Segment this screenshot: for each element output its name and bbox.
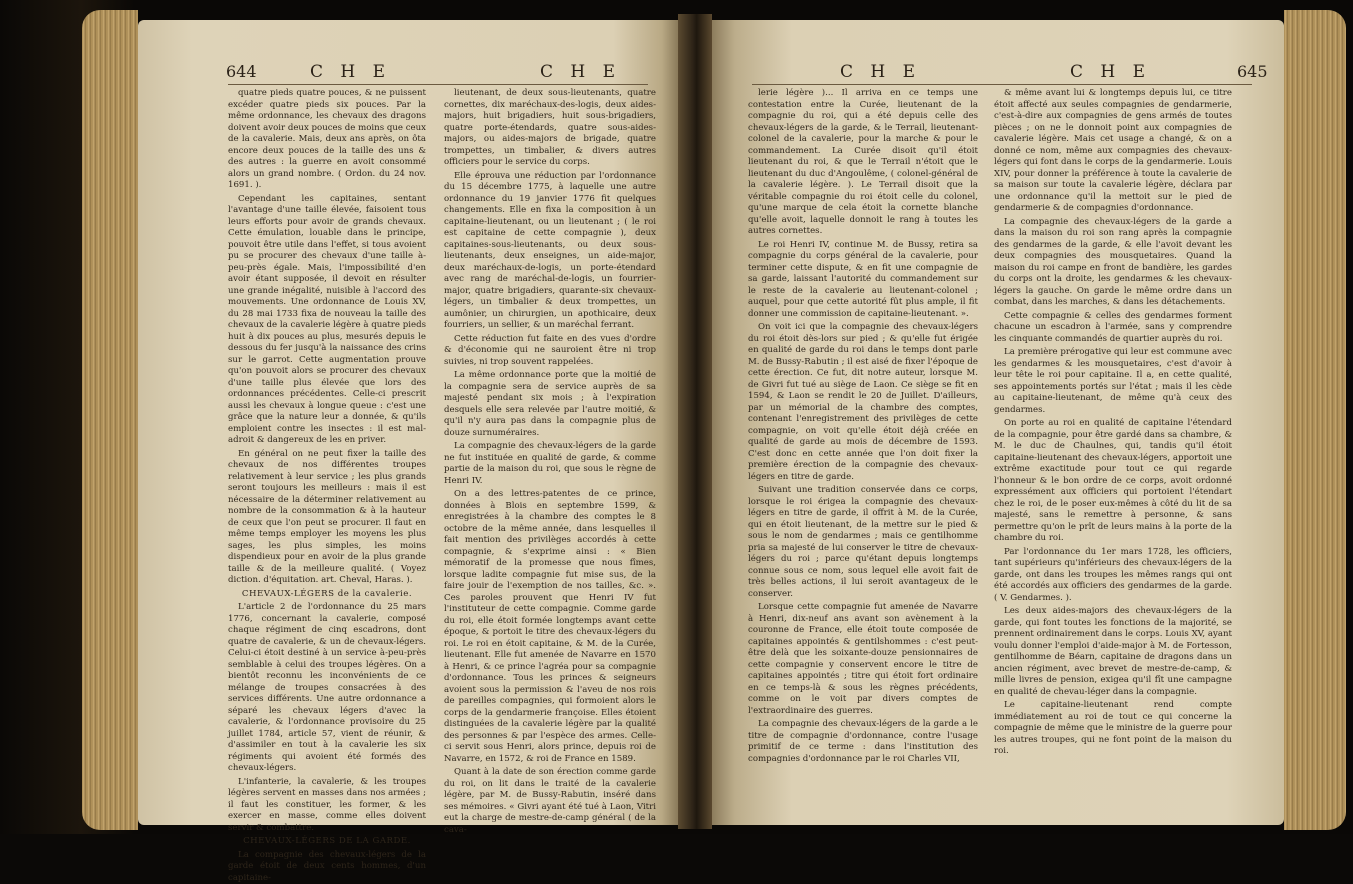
paragraph: On a des lettres-patentes de ce prince, données à Blois en septembre 1599, & enregistrées à la chambre des comptes le 8 octobre de la même année, dans lesquelles il fait mention des privilèges accordés à cette compagnie, & s'exprime ainsi : « Bien mémoratif de la promesse que nous fîmes, lorsque ladite compagnie fut mise sus, de la faire jouir de l'exemption de nos tailles, &c. ». Ces paroles prouvent que Henri IV fut l'instituteur de cette compagnie. Comme garde du roi, elle étoit formée longtemps avant cette époque, & portoit le titre des chevaux-légers du roi. Le roi en étoit capitaine, & M. de la Curée, lieutenant. Elle fut amenée de Navarre en 1570 à Henri, & ce prince l'agréa pour sa compagnie d'ordonnance. Tous les princes & seigneurs avoient sous la permission & l'aveu de nos rois de pareilles compagnies, qui formoient alors le corps de la gendarmerie françoise. Elles étoient distinguées de la cavalerie légère par la qualité des personnes & par l'espèce des armes. Celle-ci servit sous Henri, alors prince, depuis roi de Navarre, en 1572, & roi de France en 1589. [444,489,656,765]
book-gutter [678,14,712,829]
paragraph: Cette compagnie & celles des gendarmes forment chacune un escadron à l'armée, sans y comprendre les cinquante commandés de quartier auprès du roi. [994,311,1232,346]
text-column-right-2 [994,88,1232,813]
paragraph: CHEVAUX-LÉGERS DE LA GARDE. [228,836,426,848]
paragraph: La compagnie des chevaux-légers de la garde a dans la maison du roi son rang après la compagnie des gendarmes de la garde, & elle l'avoit devant les deux compagnies des mousquetaires. Quand la maison du roi campe en front de bandière, les gardes du corps ont la droite, les gendarmes & les chevaux-légers la gauche. On garde le même ordre dans un combat, dans les marches, & dans les détachements. [994,217,1232,309]
text-column-left-1 [228,88,426,813]
left-page-edges [82,10,138,830]
header-rule-left [228,84,648,85]
paragraph: On voit ici que la compagnie des chevaux-légers du roi étoit dès-lors sur pied ; & qu'elle fut érigée en qualité de garde du roi dans le temps dont parle M. de Bussy-Rabutin ; il est aisé de fixer l'époque de cette érection. Ce fut, dit notre auteur, lorsque M. de Givri fut tué au siège de Laon. Ce siège se fit en 1594, & Laon se rendit le 20 de Juillet. D'ailleurs, par un mémorial de la chambre des comptes, contenant l'enregistrement des privilèges de cette compagnie, on voit qu'elle étoit déjà créée en qualité de garde au mois de décembre de 1593. C'est donc en cette année que l'on doit fixer la première érection de la compagnie des chevaux-légers en titre de garde. [748,322,978,483]
right-page [712,20,1284,825]
running-header-right-col1: C H E [840,62,921,82]
paragraph: Elle éprouva une réduction par l'ordonnance du 15 décembre 1775, à laquelle une autre ordonnance du 19 janvier 1776 fit quelques changements. Elle en fixa la composition à un capitaine-lieutenant, ou un lieutenant ; ( le roi est capitaine de cette compagnie ), deux capitaines-sous-lieutenants, ou deux sous-lieutenants, deux enseignes, un aide-major, deux maréchaux-de-logis, un porte-étendard avec rang de maréchal-de-logis, un fourrier-major, quatre brigadiers, quarante-six chevaux-légers, un timbalier & deux trompettes, un aumônier, un chirurgien, un apothicaire, deux fourriers, un sellier, & un maréchal ferrant. [444,171,656,332]
paragraph: L'article 2 de l'ordonnance du 25 mars 1776, concernant la cavalerie, composé chaque régiment de cinq escadrons, dont quatre de cavalerie, & un de chevaux-légers. Celui-ci étoit destiné à un service à-peu-près semblable à celui des troupes légères. On a bientôt reconnu les inconvénients de ce mélange de troupes consacrées à des services différents. Une autre ordonnance a séparé les chevaux légers d'avec la cavalerie, & l'ordonnance provisoire du 25 juillet 1784, article 57, vient de réunir, & d'assimiler en tout à la cavalerie les six régiments qui avoient été formés des chevaux-légers. [228,602,426,775]
paragraph: La compagnie des chevaux-légers de la garde a le titre de compagnie d'ordonnance, contre l'usage primitif de ce terme : dans l'institution des compagnies d'ordonnance par le roi Charles VII, [748,719,978,765]
paragraph: La compagnie des chevaux-légers de la garde ne fut instituée en qualité de garde, & comme partie de la maison du roi, que sous le règne de Henri IV. [444,441,656,487]
paragraph: L'infanterie, la cavalerie, & les troupes légères servent en masses dans nos armées ; il faut les constituer, les former, & les exercer en masse, comme elles doivent servir & combattre. [228,777,426,835]
paragraph: La première prérogative qui leur est commune avec les gendarmes & les mousquetaires, c'est d'avoir à leur tête le roi pour capitaine. Il a, en cette qualité, ses appointements portés sur l'état ; mais il les cède au capitaine-lieutenant, de même qu'à ceux des gendarmes. [994,347,1232,416]
paragraph: Le capitaine-lieutenant rend compte immédiatement au roi de tout ce qui concerne la compagnie de même que le ministre de la guerre pour les autres troupes, qui ne font point de la maison du roi. [994,700,1232,758]
paragraph: La compagnie des chevaux-légers de la garde étoit de deux cents hommes, d'un capitaine- [228,850,426,884]
paragraph: lerie légère )... Il arriva en ce temps une contestation entre la Curée, lieutenant de la compagnie du roi, qui a été depuis celle des chevaux-légers de la garde, & le Terrail, lieutenant-colonel de la cavalerie, pour la marche & pour le commandement. La Curée disoit qu'il étoit lieutenant du roi, & que le Terrail n'étoit que le lieutenant du duc d'Angoulême, ( colonel-général de la cavalerie légère. ). Le Terrail disoit que la véritable compagnie du roi étoit celle du colonel, qu'une marque de cela étoit la cornette blanche qu'elle avoit, laquelle donnoit le rang à toutes les autres cornettes. [748,88,978,238]
paragraph: quatre pieds quatre pouces, & ne puissent excéder quatre pieds six pouces. Par la même ordonnance, les chevaux des dragons doivent avoir deux pouces de moins que ceux de la cavalerie. Mais, deux ans après, on ôta encore deux pouces de la taille des uns & des autres : la guerre en avoit consommé alors un grand nombre. ( Ordon. du 24 nov. 1691. ). [228,88,426,192]
right-page-edges [1284,10,1346,830]
paragraph: Cette réduction fut faite en des vues d'ordre & d'économie qui ne sauroient être ni trop suivies, ni trop souvent rappelées. [444,334,656,369]
header-rule-right [752,84,1252,85]
paragraph: Le roi Henri IV, continue M. de Bussy, retira sa compagnie du corps général de la cavalerie, pour terminer cette dispute, & en fit une compagnie de sa garde, laissant l'autorité du commandement sur le reste de la cavalerie au lieutenant-colonel ; auquel, pour que cette autorité fût plus ample, il fit donner une commission de capitaine-lieutenant. ». [748,240,978,321]
running-header-left-col1: C H E [310,62,391,82]
paragraph: Lorsque cette compagnie fut amenée de Navarre à Henri, dix-neuf ans avant son avènement à la couronne de France, elle étoit toute composée de capitaines appointés & gentilshommes : c'est peut-être delà que les soixante-douze pensionnaires de cette compagnie y conservent encore le titre de capitaines appointés ; titre qui étoit fort ordinaire en ce temps-là & sous les règnes précédents, comme on le voit par divers comptes de l'extraordinaire des guerres. [748,602,978,717]
paragraph: CHEVAUX-LÉGERS de la cavalerie. [228,589,426,601]
paragraph: Les deux aides-majors des chevaux-légers de la garde, qui font toutes les fonctions de la majorité, se prennent ordinairement dans le corps. Louis XV, ayant voulu donner l'emploi d'aide-major à M. de Fortesson, gentilhomme de Béarn, capitaine de dragons dans un ancien régiment, avec brevet de mestre-de-camp, & mille livres de pension, exigea qu'il fît une campagne en qualité de chevau-léger dans la compagnie. [994,606,1232,698]
paragraph: lieutenant, de deux sous-lieutenants, quatre cornettes, dix maréchaux-des-logis, deux aides-majors, huit brigadiers, huit sous-brigadiers, quatre porte-étendards, quatre sous-aides-majors, ou aides-majors de brigade, quatre trompettes, un timbalier, & divers autres officiers pour le service du corps. [444,88,656,169]
paragraph: La même ordonnance porte que la moitié de la compagnie sera de service auprès de sa majesté pendant six mois ; à l'expiration desquels elle sera relevée par l'autre moitié, & qu'il n'y aura pas dans la compagnie plus de douze surnuméraires. [444,370,656,439]
page-number-left: 644 [226,62,257,81]
page-number-right: 645 [1237,62,1268,81]
paragraph: Suivant une tradition conservée dans ce corps, lorsque le roi érigea la compagnie des chevaux-légers en titre de garde, il offrit à M. de la Curée, qui en étoit lieutenant, de la mettre sur le pied & sous le nom de gendarmes ; mais ce gentilhomme pria sa majesté de lui conserver le titre de chevaux-légers du roi ; parce qu'étant depuis longtemps connue sous ce nom, sous lequel elle avoit fait de très belles actions, il lui seroit avantageux de le conserver. [748,485,978,600]
paragraph: & même avant lui & longtemps depuis lui, ce titre étoit affecté aux seules compagnies de gendarmerie, c'est-à-dire aux compagnies de gens armés de toutes pièces ; on ne le donnoit point aux compagnies de cavalerie légère. Mais cet usage a changé, & on a donné ce nom, même aux compagnies des chevaux-légers qui font dans le corps de la gendarmerie. Louis XIV, pour donner la préférence à toute la cavalerie de sa maison sur toute la cavalerie légère, déclara par une ordonnance qu'il la mettoit sur le pied de gendarmerie & de compagnies d'ordonnance. [994,88,1232,215]
paragraph: Cependant les capitaines, sentant l'avantage d'une taille élevée, faisoient tous leurs efforts pour avoir de grands chevaux. Cette émulation, louable dans le principe, pouvoit être utile dans l'effet, si tous avoient pu se procurer des chevaux d'une taille à-peu-près égale. Mais, l'impossibilité d'en avoir étant supposée, il devoit en résulter une grande inégalité, nuisible à l'accord des mouvements. Une ordonnance de Louis XV, du 28 mai 1733 fixa de nouveau la taille des chevaux de la cavalerie légère à quatre pieds huit à dix pouces au plus, mesurés depuis le dessous du fer jusqu'à la naissance des crins sur le garrot. Cette augmentation prouve qu'on pouvoit alors se procurer des chevaux d'une taille plus élevée que lors des ordonnances précédentes. Celle-ci prescrit aussi les chevaux à longue queue : c'est une grâce que la nature leur a donnée, & qu'ils emploient contre les insectes : il est mal-adroit & dangereux de les en priver. [228,194,426,447]
running-header-left-col2: C H E [540,62,621,82]
paragraph: Quant à la date de son érection comme garde du roi, on lit dans le traité de la cavalerie légère, par M. de Bussy-Rabutin, inséré dans ses mémoires. « Givri ayant été tué à Laon, Vitri eut la charge de mestre-de-camp général ( de la cava- [444,767,656,836]
text-column-right-1 [748,88,978,813]
running-header-right-col2: C H E [1070,62,1151,82]
paragraph: On porte au roi en qualité de capitaine l'étendard de la compagnie, pour être gardé dans sa chambre, & M. le duc de Chaulnes, qui, tandis qu'il étoit capitaine-lieutenant des chevaux-légers, apportoit une extrême exactitude pour tout ce qui regarde l'honneur & le bon ordre de ce corps, avoit ordonné expressément aux officiers qui portoient l'étendart chez le roi, de le poser eux-mêmes à côté du lit de sa majesté, sans le remettre à personne, & sans permettre qu'on le prît de leurs mains à la porte de la chambre du roi. [994,418,1232,545]
left-page [138,20,678,825]
paragraph: En général on ne peut fixer la taille des chevaux de nos différentes troupes relativement à leur service ; les plus grands seront toujours les meilleurs : mais il est nécessaire de la déterminer relativement au nombre de la consommation & à la hauteur de ceux que l'on peut se procurer. Il faut en même temps employer les moyens les plus sages, les plus simples, les moins dispendieux pour en avoir de la plus grande taille & de la meilleure qualité. ( Voyez diction. d'équitation. art. Cheval, Haras. ). [228,449,426,587]
paragraph: Par l'ordonnance du 1er mars 1728, les officiers, tant supérieurs qu'inférieurs des chevaux-légers de la garde, ont dans les troupes les mêmes rangs qui ont été accordés aux officiers des gendarmes de la garde. ( V. Gendarmes. ). [994,547,1232,605]
text-column-left-2 [444,88,656,813]
